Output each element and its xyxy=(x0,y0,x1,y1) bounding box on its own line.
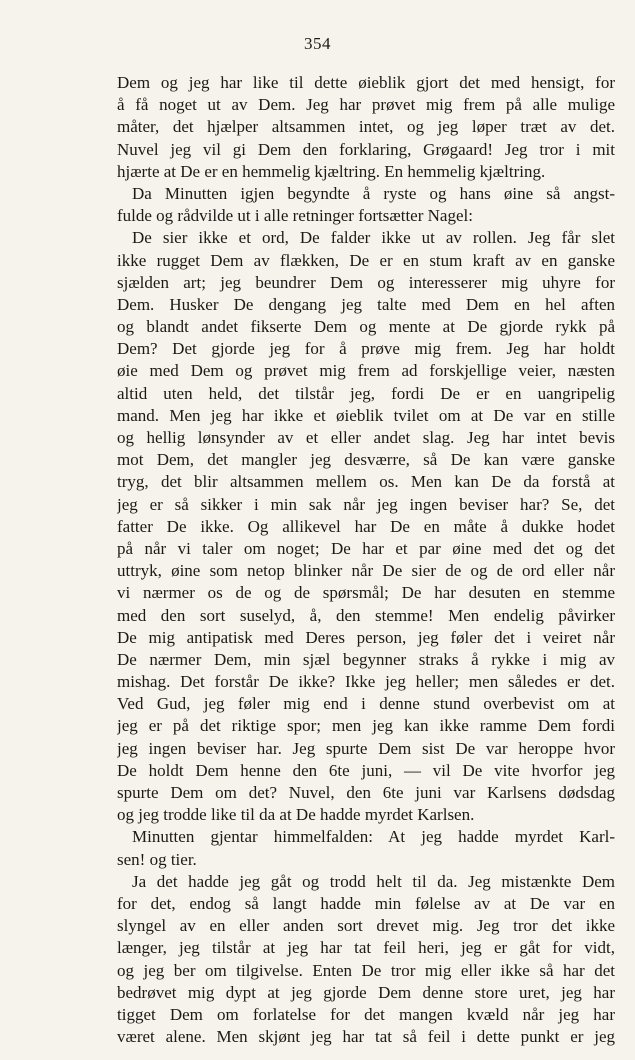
text-line: jeg er på det riktige spor; men jeg kan ikke ramme Dem fordi xyxy=(117,716,615,736)
text-line: altid uten held, det tilstår jeg, fordi De er en uangripelig xyxy=(117,383,615,403)
text-line: uttryk, øine som netop blinker når De sier de og de ord eller når xyxy=(117,561,615,581)
text-line: De sier ikke et ord, De falder ikke ut av rollen. Jeg får slet xyxy=(132,228,615,248)
page-number: 354 xyxy=(304,34,331,53)
text-line: og jeg trodde like til da at De hadde myrdet Karlsen. xyxy=(117,805,475,825)
text-line: De mig antipatisk med Deres person, jeg føler det i veiret når xyxy=(117,627,615,647)
text-line: mot Dem, det mangler jeg desværre, så De kan være ganske xyxy=(117,450,615,470)
text-line: Nuvel jeg vil gi Dem den forklaring, Grøgaard! Jeg tror i mit xyxy=(117,139,615,159)
text-line: fatter De ikke. Og allikevel har De en måte å dukke hodet xyxy=(117,516,615,536)
text-line: Minutten gjentar himmelfalden: At jeg hadde myrdet Karl- xyxy=(132,827,615,847)
text-line: bedrøvet mig dypt at jeg gjorde Dem denne store uret, jeg har xyxy=(117,982,615,1002)
text-line: spurte Dem om det? Nuvel, den 6te juni var Karlsens dødsdag xyxy=(117,783,615,802)
text-line: tryg, det blir altsammen mellem os. Men kan De da forstå at xyxy=(117,472,615,492)
text-line: sjælden art; jeg beundrer Dem og interesserer mig uhyre for xyxy=(117,272,615,292)
text-line: jeg er så sikker i min sak når jeg ingen beviser har? Se, det xyxy=(117,494,615,514)
text-line: med den sort suselyd, å, den stemme! Men endelig påvirker xyxy=(117,605,615,625)
text-line: for det, endog så langt hadde min følelse av at De var en xyxy=(117,893,615,913)
text-line: ikke rugget Dem av flækken, De er en stum kraft av en ganske xyxy=(117,250,615,270)
text-line: Da Minutten igjen begyndte å ryste og hans øine så angst- xyxy=(132,183,615,203)
text-line: mishag. Det forstår De ikke? Ikke jeg heller; men således er det. xyxy=(117,672,615,692)
text-line: og blandt andet fikserte Dem og mente at De gjorde rykk på xyxy=(117,317,615,337)
text-line: længer, jeg tilstår at jeg har tat feil heri, jeg er gåt for vidt, xyxy=(117,938,615,958)
text-line: jeg ingen beviser har. Jeg spurte Dem sist De var heroppe hvor xyxy=(117,738,615,758)
text-line: måter, det hjælper altsammen intet, og jeg løper træt av det. xyxy=(117,117,615,137)
text-line: De nærmer Dem, min sjæl begynner straks å rykke i mig av xyxy=(117,649,615,669)
text-line: hjærte at De er en hemmelig kjæltring. En hemmelig kjæltring. xyxy=(117,161,546,181)
text-line: Dem og jeg har like til dette øieblik gjort det med hensigt, for xyxy=(117,73,615,92)
text-line: å få noget ut av Dem. Jeg har prøvet mig frem på alle mulige xyxy=(117,95,615,115)
text-line: mand. Men jeg har ikke et øieblik tvilet om at De var en stille xyxy=(117,405,615,425)
text-line: øie med Dem og prøvet mig frem ad forskjellige veier, næsten xyxy=(117,361,615,381)
text-line: Ved Gud, jeg føler mig end i denne stund overbevist om at xyxy=(117,694,615,714)
text-line: Ja det hadde jeg gåt og trodd helt til da. Jeg mistænkte Dem xyxy=(132,871,615,891)
body-text xyxy=(117,72,615,1048)
text-line: og hellig lønsynder av et eller andet slag. Jeg har intet bevis xyxy=(117,428,615,447)
text-line: slyngel av en eller anden sort drevet mig. Jeg tror det ikke xyxy=(117,916,615,936)
text-line: tigget Dem om forlatelse for det mangen kvæld når jeg har xyxy=(117,1004,615,1024)
text-line: Dem? Det gjorde jeg for å prøve mig frem. Jeg har holdt xyxy=(117,339,615,359)
text-line: fulde og rådvilde ut i alle retninger fortsætter Nagel: xyxy=(117,206,473,226)
text-line: Dem. Husker De dengang jeg talte med Dem en hel aften xyxy=(117,294,615,314)
text-line: vi nærmer os de og de spørsmål; De har desuten en stemme xyxy=(117,583,615,603)
text-line: på når vi taler om noget; De har et par øine med det og det xyxy=(117,538,615,558)
text-line: sen! og tier. xyxy=(117,849,197,869)
text-line: og jeg ber om tilgivelse. Enten De tror mig eller ikke så har det xyxy=(117,960,615,980)
text-line: De holdt Dem henne den 6te juni, — vil De vite hvorfor jeg xyxy=(117,760,615,780)
text-line: været alene. Men skjønt jeg har tat så feil i dette punkt er jeg xyxy=(117,1027,615,1047)
